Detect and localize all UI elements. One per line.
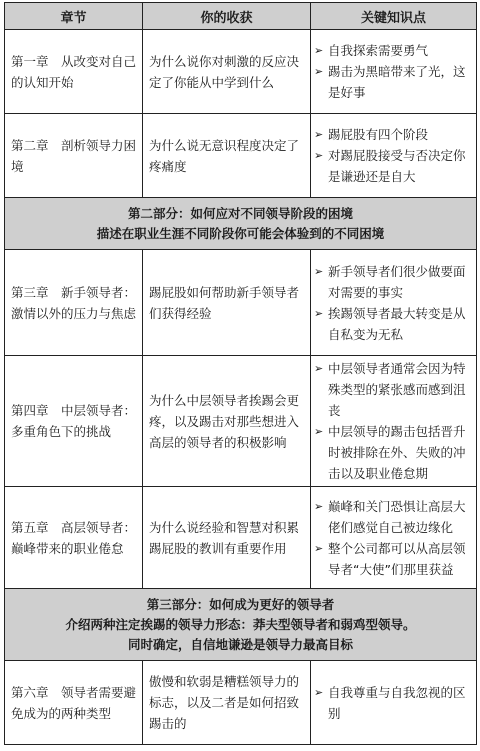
key-point: ➢ 自我探索需要勇气 bbox=[314, 40, 472, 61]
key-point: ➢ 整个公司都可以从高层领导者“大使”们那里获益 bbox=[314, 538, 472, 580]
table-row bbox=[5, 114, 477, 198]
header-gain: 你的收获 bbox=[143, 3, 311, 30]
key-point: ➢ 踢击为黑暗带来了光，这是好事 bbox=[314, 61, 472, 103]
gain-text: 为什么说你对刺激的反应决定了你能从中学到什么 bbox=[143, 30, 311, 114]
gain-text: 为什么说经验和智慧对积累踢屁股的教训有重要作用 bbox=[143, 487, 311, 589]
key-point: ➢ 中层领导的踢击包括晋升时被排除在外、失败的冲击以及职业倦怠期 bbox=[314, 421, 472, 484]
key-point: ➢ 中层领导者通常会因为特殊类型的紧张感而感到沮丧 bbox=[314, 358, 472, 421]
part-title: 第三部分：如何成为更好的领导者 bbox=[146, 596, 335, 612]
part-description: 同时确定，自信地谦逊是领导力最高目标 bbox=[127, 636, 353, 652]
part-subtitle: 描述在职业生涯不同阶段你可能会体验到的不同困境 bbox=[96, 225, 385, 241]
table-row bbox=[5, 30, 477, 114]
table-row bbox=[5, 356, 477, 487]
table-row bbox=[5, 487, 477, 589]
key-point: ➢ 对踢屁股接受与否决定你是谦逊还是自大 bbox=[314, 145, 472, 187]
gain-text: 为什么说无意识程度决定了疼痛度 bbox=[143, 114, 311, 198]
key-point: ➢ 挨踢领导者最大转变是从自私变为无私 bbox=[314, 303, 472, 345]
chapter-title: 第二章 剖析领导力困境 bbox=[5, 114, 143, 198]
arrow-bullet-icon: ➢ bbox=[314, 541, 324, 555]
chapter-title: 第三章 新手领导者：激情以外的压力与焦虑 bbox=[5, 250, 143, 356]
key-point: ➢ 新手领导者们很少做要面对需要的事实 bbox=[314, 261, 472, 303]
arrow-bullet-icon: ➢ bbox=[314, 499, 324, 513]
header-row bbox=[5, 3, 477, 30]
key-points bbox=[311, 661, 477, 745]
key-points bbox=[311, 356, 477, 487]
chapter-title: 第五章 高层领导者：巅峰带来的职业倦怠 bbox=[5, 487, 143, 589]
table-row bbox=[5, 661, 477, 745]
key-point: ➢ 自我尊重与自我忽视的区别 bbox=[314, 682, 472, 724]
chapter-title: 第四章 中层领导者：多重角色下的挑战 bbox=[5, 356, 143, 487]
part-two-heading bbox=[5, 198, 477, 250]
arrow-bullet-icon: ➢ bbox=[314, 362, 324, 375]
part-description: 介绍两种注定挨踢的领导力形态：莽夫型领导者和弱鸡型领导。 bbox=[65, 616, 416, 632]
part-three-heading bbox=[5, 589, 477, 661]
arrow-bullet-icon: ➢ bbox=[314, 685, 324, 699]
arrow-bullet-icon: ➢ bbox=[314, 65, 324, 78]
key-points bbox=[311, 30, 477, 114]
table-row bbox=[5, 250, 477, 356]
key-points bbox=[311, 487, 477, 589]
arrow-bullet-icon: ➢ bbox=[314, 425, 324, 438]
chapter-title: 第一章 从改变对自己的认知开始 bbox=[5, 30, 143, 114]
gain-text: 为什么中层领导者挨踢会更疼，以及踢击对那些想进入高层的领导者的积极影响 bbox=[143, 356, 311, 487]
arrow-bullet-icon: ➢ bbox=[314, 149, 324, 162]
header-key-points: 关键知识点 bbox=[311, 3, 477, 30]
arrow-bullet-icon: ➢ bbox=[314, 264, 324, 278]
header-chapter: 章节 bbox=[5, 3, 143, 30]
part-row bbox=[5, 589, 477, 661]
part-title: 第二部分：如何应对不同领导阶段的困境 bbox=[127, 205, 353, 221]
chapter-title: 第六章 领导者需要避免成为的两种类型 bbox=[5, 661, 143, 745]
chapter-table bbox=[4, 2, 476, 745]
key-point: ➢ 踢屁股有四个阶段 bbox=[314, 124, 472, 145]
gain-text: 踢屁股如何帮助新手领导者们获得经验 bbox=[143, 250, 311, 356]
part-row bbox=[5, 198, 477, 250]
arrow-bullet-icon: ➢ bbox=[314, 306, 324, 320]
key-points bbox=[311, 114, 477, 198]
arrow-bullet-icon: ➢ bbox=[314, 128, 324, 141]
arrow-bullet-icon: ➢ bbox=[314, 44, 324, 57]
key-points bbox=[311, 250, 477, 356]
key-point: ➢ 巅峰和关门恐惧让高层大佬们感觉自己被边缘化 bbox=[314, 496, 472, 538]
gain-text: 傲慢和软弱是糟糕领导力的标志，以及二者是如何招致踢击的 bbox=[143, 661, 311, 745]
